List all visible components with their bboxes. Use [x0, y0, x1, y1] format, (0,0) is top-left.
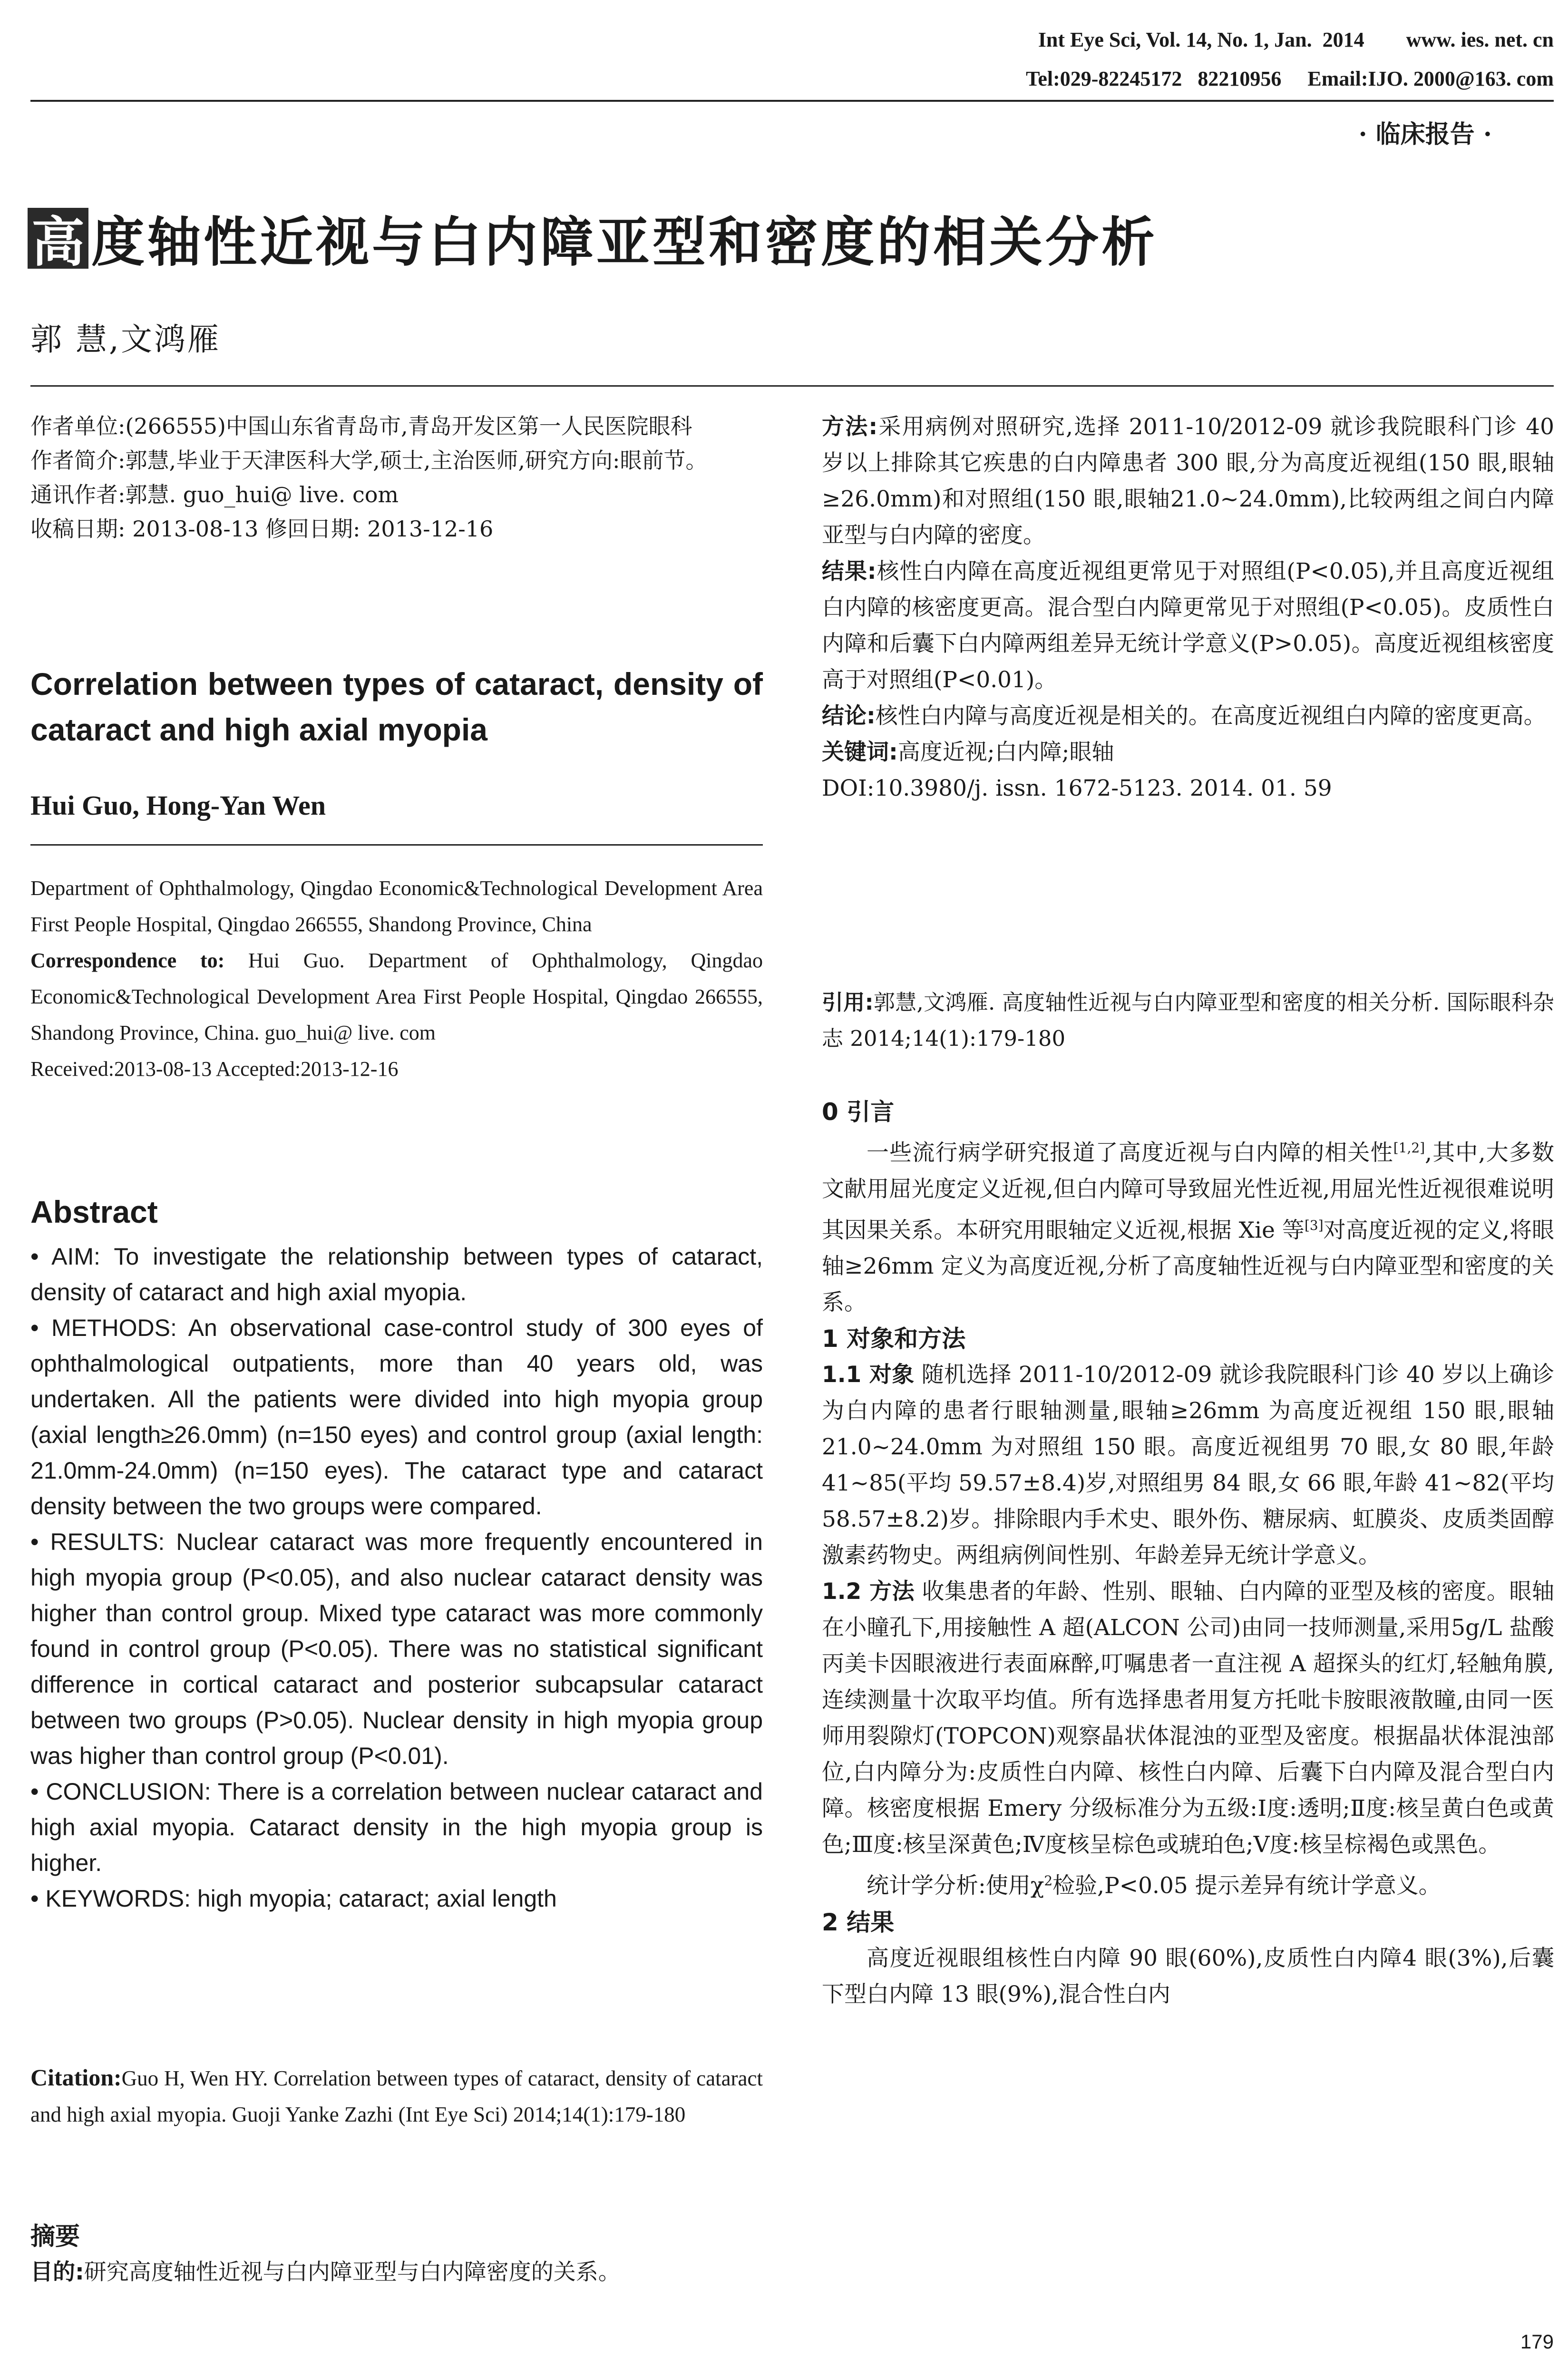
- section-1-1: [822, 1357, 1554, 1574]
- title-first-char: 高: [28, 208, 88, 269]
- journal-header: Int Eye Sci, Vol. 14, No. 1, Jan. 2014 www. ies. net. cn: [1038, 28, 1554, 51]
- journal-contact: Tel:029-82245172 82210956 Email:IJO. 2000@163. com: [1026, 67, 1554, 90]
- abstract-heading: Abstract: [30, 1194, 158, 1229]
- conclusion-label-cn: 结论:: [822, 703, 876, 729]
- correspondence-label: Correspondence to:: [30, 949, 225, 972]
- intro-part-c: 对高度近视的定义,将眼轴≥26mm 定义为高度近视,分析了高度轴性近视与白内障亚型和密度的关系。: [822, 1217, 1554, 1316]
- author-unit: 作者单位:(266555)中国山东省青岛市,青岛开发区第一人民医院眼科: [30, 413, 692, 439]
- reference-1-2: [1,2]: [1393, 1140, 1425, 1156]
- intro-part-a: 一些流行病学研究报道了高度近视与白内障的相关性: [867, 1140, 1393, 1166]
- section-1-1-label: 1.1 对象: [822, 1362, 915, 1388]
- zhaiyao-heading: 摘要: [30, 2222, 80, 2251]
- citation-text: Guo H, Wen HY. Correlation between types of cataract, density of cataract and high axial myopia. Guoji Yanke Zazhi (Int Eye Sci) 2014;14(1):179-180: [30, 2066, 763, 2126]
- results-label-cn: 结果:: [822, 558, 877, 585]
- english-affiliation-block: [30, 870, 763, 1087]
- citation-en: [30, 2059, 763, 2133]
- correspondence-text: Hui Guo. Department of Ophthalmology, Qingdao Economic&Technological Development Area First People Hospital, Qingdao 266555, Shandong Province, China. guo_hui@ live. com: [30, 949, 763, 1044]
- purpose-label: 目的:: [30, 2259, 84, 2285]
- english-authors-rule: [30, 844, 763, 846]
- abstract-aim: • AIM: To investigate the relationship between types of cataract, density of cataract and high axial myopia.: [30, 1243, 763, 1305]
- keywords-text-cn: 高度近视;白内障;眼轴: [897, 739, 1114, 765]
- section-0-heading: 0 引言: [822, 1098, 895, 1126]
- english-title: Correlation between types of cataract, density of cataract and high axial myopia: [30, 666, 763, 747]
- page-number: 179: [1520, 2330, 1554, 2353]
- stat-part-b: 检验,P<0.05 提示差异有统计学意义。: [1052, 1872, 1441, 1899]
- title-rest: 度轴性近视与白内障亚型和密度的相关分析: [91, 211, 1158, 273]
- section-tag: · 临床报告 ·: [1358, 120, 1492, 149]
- intro-part-b: ,其中,大多数文献用屈光度定义近视,但白内障可导致屈光性近视,用屈光性近视很难说明其因果关系。本研究用眼轴定义近视,根据 Xie 等: [822, 1140, 1554, 1244]
- abstract-body: [30, 1239, 763, 1917]
- section-1-2: [822, 1574, 1554, 1863]
- purpose-text: 研究高度轴性近视与白内障亚型与白内障密度的关系。: [84, 2259, 621, 2285]
- methods-text-cn: 采用病例对照研究,选择 2011-10/2012-09 就诊我院眼科门诊 40 岁以上排除其它疾患的白内障患者 300 眼,分为高度近视组(150 眼,眼轴≥26.0mm)和对照组(150 眼,眼轴21.0~24.0mm),比较两组之间白内障亚型与白内障的密度。: [822, 414, 1555, 548]
- results-text-cn: 核性白内障在高度近视组更常见于对照组(P<0.05),并且高度近视组白内障的核密度更高。混合型白内障更常见于对照组(P<0.05)。皮质性白内障和后囊下白内障两组差异无统计学意义(P>0.05)。高度近视组核密度高于对照组(P<0.01)。: [822, 558, 1554, 693]
- english-dates: Received:2013-08-13 Accepted:2013-12-16: [30, 1057, 399, 1081]
- cite-label-cn: 引用:: [822, 990, 874, 1015]
- conclusion-text-cn: 核性白内障与高度近视是相关的。在高度近视组白内障的密度更高。: [875, 703, 1546, 729]
- correspondence: [30, 943, 763, 1051]
- author-bio: 作者简介:郭慧,毕业于天津医科大学,硕士,主治医师,研究方向:眼前节。: [30, 448, 708, 473]
- keywords-label-cn: 关键词:: [822, 739, 898, 765]
- section-2-paragraph: 高度近视眼组核性白内障 90 眼(60%),皮质性白内障4 眼(3%),后囊下型白内障 13 眼(9%),混合性白内: [822, 1945, 1554, 2007]
- main-text: [822, 1094, 1554, 2013]
- received-dates-cn: 收稿日期: 2013-08-13 修回日期: 2013-12-16: [30, 516, 494, 542]
- english-authors: Hui Guo, Hong-Yan Wen: [30, 790, 326, 821]
- section-1-2-label: 1.2 方法: [822, 1578, 915, 1605]
- title-rule: [30, 385, 1554, 387]
- section-2-heading: 2 结果: [822, 1908, 895, 1936]
- authors-cn: 郭 慧,文鸿雁: [30, 321, 221, 358]
- section-1-1-text: 随机选择 2011-10/2012-09 就诊我院眼科门诊 40 岁以上确诊为白内障的患者行眼轴测量,眼轴≥26mm 为高度近视组 150 眼,眼轴 21.0~24.0mm 为对照组 150 眼。高度近视组男 70 眼,女 80 眼,年龄 41~85(平均 59.57±8.4)岁,对照组男 84 眼,女 66 眼,年龄 41~82(平均 58.57±8.2)岁。排除眼内手术史、眼外伤、糖尿病、虹膜炎、皮质类固醇激素药物史。两组病例间性别、年龄差异无统计学意义。: [822, 1362, 1555, 1569]
- reference-3: [3]: [1304, 1217, 1324, 1233]
- abstract-cn-continued: [822, 409, 1554, 807]
- section-1-heading: 1 对象和方法: [822, 1325, 966, 1353]
- abstract-results: • RESULTS: Nuclear cataract was more frequently encountered in high myopia group (P<0.05), and also nuclear cataract density was higher than control group. Mixed type cataract was more commonly found in control group (P<0.05). There was no statistical significant difference in cortical cataract and posterior subcapsular cataract between two groups (P>0.05). Nuclear density in high myopia group was higher than control group (P<0.01).: [30, 1529, 763, 1769]
- abstract-methods: • METHODS: An observational case-control study of 300 eyes of ophthalmological outpatients, more than 40 years old, was undertaken. All the patients were divided into high myopia group (axial length≥26.0mm) (n=150 eyes) and control group (axial length: 21.0mm-24.0mm) (n=150 eyes). The cataract type and cataract density between the two groups were compared.: [30, 1315, 763, 1520]
- stat-part-a: 统计学分析:使用χ: [867, 1872, 1044, 1899]
- author-info: [30, 409, 763, 546]
- abstract-conclusion: • CONCLUSION: There is a correlation between nuclear cataract and high axial myopia. Cataract density in the high myopia group is higher.: [30, 1778, 763, 1876]
- doi: DOI:10.3980/j. issn. 1672-5123. 2014. 01. 59: [822, 775, 1332, 801]
- english-affiliation: Department of Ophthalmology, Qingdao Economic&Technological Development Area First People Hospital, Qingdao 266555, Shandong Province, China: [30, 877, 763, 936]
- citation-label: Citation:: [30, 2064, 122, 2091]
- article-title: [28, 200, 1158, 276]
- cite-text-cn: 郭慧,文鸿雁. 高度轴性近视与白内障亚型和密度的相关分析. 国际眼科杂志 2014;14(1):179-180: [822, 990, 1555, 1051]
- corresponding-author: 通讯作者:郭慧. guo_hui@ live. com: [30, 482, 399, 507]
- zhaiyao-purpose: [30, 2254, 763, 2290]
- citation-cn: [822, 984, 1554, 1057]
- chi-square-superscript: 2: [1044, 1873, 1053, 1889]
- header-rule: [30, 100, 1554, 102]
- section-1-2-text: 收集患者的年龄、性别、眼轴、白内障的亚型及核的密度。眼轴在小瞳孔下,用接触性 A 超(ALCON 公司)由同一技师测量,采用5g/L 盐酸丙美卡因眼液进行表面麻醉,叮嘱患者一直注视 A 超探头的红灯,轻触角膜,连续测量十次取平均值。所有选择患者用复方托吡卡胺眼液散瞳,由同一医师用裂隙灯(TOPCON)观察晶状体混浊的亚型及密度。根据晶状体混浊部位,白内障分为:皮质性白内障、核性白内障、后囊下白内障及混合型白内障。核密度根据 Emery 分级标准分为五级:Ⅰ度:透明;Ⅱ度:核呈黄白色或黄色;Ⅲ度:核呈深黄色;Ⅳ度核呈棕色或琥珀色;Ⅴ度:核呈棕褐色或黑色。: [822, 1578, 1554, 1858]
- statistics-paragraph: [822, 1863, 1554, 1904]
- abstract-keywords: • KEYWORDS: high myopia; cataract; axial length: [30, 1885, 557, 1912]
- methods-label-cn: 方法:: [822, 414, 878, 440]
- section-0-paragraph: [822, 1130, 1554, 1321]
